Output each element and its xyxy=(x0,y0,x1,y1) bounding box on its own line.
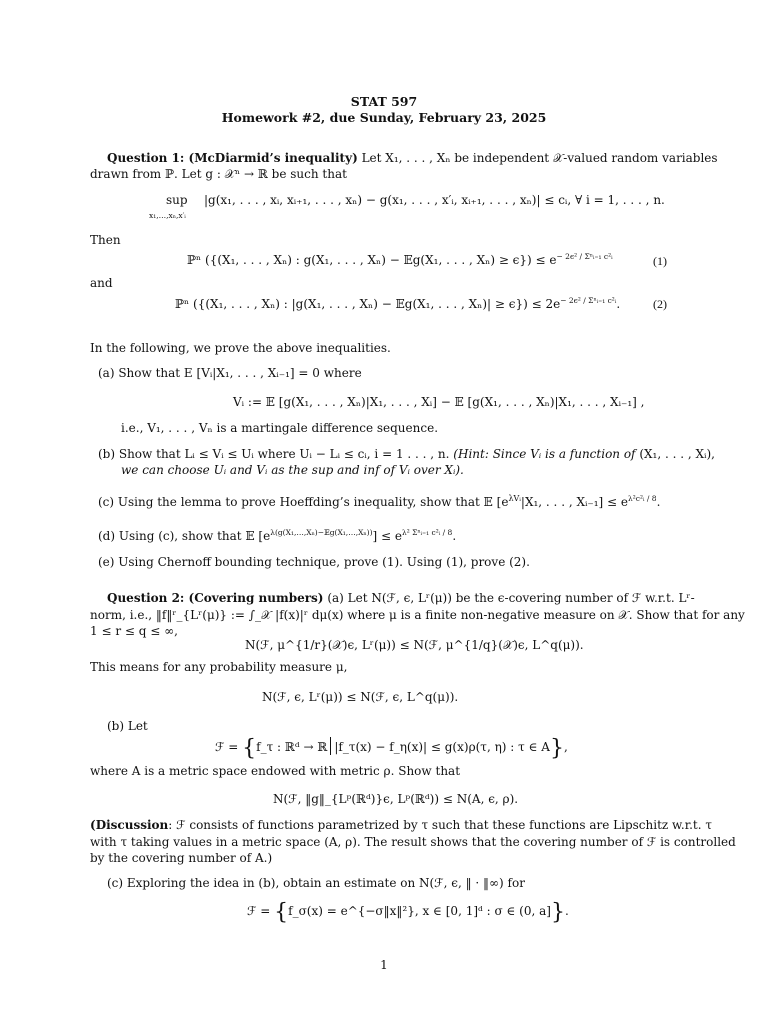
right-brace: } xyxy=(549,736,564,761)
q1-part-d-sup: λ(g(X₁,…,Xₙ)−𝔼g(X₁,…,Xₙ)) xyxy=(270,528,373,537)
q2-part-b-set-definition xyxy=(215,736,568,761)
q1-part-d xyxy=(98,529,456,543)
equation-2-period: . xyxy=(616,297,621,311)
discussion-label: Discussion xyxy=(95,818,169,832)
q2-intro-line-2: norm, i.e., ‖f‖ʳ_{Lʳ(μ)} := ∫_𝒳 |f(x)|ʳ dμ(x) where μ is a finite non-negative measure on 𝒳. Show that for any xyxy=(90,608,745,622)
q1-part-b-line-1 xyxy=(98,447,715,461)
q1-part-c-text: (c) Using the lemma to prove Hoeffding’s inequality, show that 𝔼 [e xyxy=(98,495,509,509)
q1-and: and xyxy=(90,276,113,290)
q2-part-b-map: f_τ : ℝᵈ → ℝ xyxy=(256,740,328,754)
left-brace-c: { xyxy=(274,900,289,925)
q2-part-b-lhs: ℱ = xyxy=(215,740,239,754)
q1-part-a: (a) Show that E [Vᵢ|X₁, . . . , Xᵢ₋₁] = 0 where xyxy=(98,366,362,380)
q2-label: Question 2: (Covering numbers) xyxy=(107,591,324,605)
q2-part-c-period: . xyxy=(564,904,569,918)
q1-then: Then xyxy=(90,233,121,247)
q1-part-c-exponent: λ²c²ᵢ / 8 xyxy=(628,494,657,503)
q1-part-e: (e) Using Chernoff bounding technique, prove (1). Using (1), prove (2). xyxy=(98,555,530,569)
equation-1 xyxy=(187,253,613,267)
q2-part-b-let: (b) Let xyxy=(107,719,148,733)
q1-part-b-hint-start: (Hint: Since Vᵢ is a function of xyxy=(453,447,636,461)
q2-intro-line-3: 1 ≤ r ≤ q ≤ ∞, xyxy=(90,624,178,638)
equation-2-body: ℙⁿ ({(X₁, . . . , Xₙ) : |g(X₁, . . . , Xₙ) − 𝔼g(X₁, . . . , Xₙ)| ≥ ϵ}) ≤ 2e xyxy=(175,297,561,311)
right-brace-c: } xyxy=(550,900,565,925)
q2-part-c-function: f_σ(x) = e^{−σ‖x‖²}, x ∈ [0, 1]ᵈ : σ ∈ (0, a] xyxy=(288,904,551,918)
q1-part-d-end: . xyxy=(452,529,457,543)
q1-part-c-sup: λVᵢ xyxy=(508,494,521,503)
course-title: STAT 597 xyxy=(350,94,418,109)
q2-discussion-line-1: (Discussion: ℱ consists of functions parametrized by τ such that these functions are Lipschitz w.r.t. τ xyxy=(90,818,713,832)
equation-2-tag: (2) xyxy=(653,297,667,311)
q2-discussion-line-3: by the covering number of A.) xyxy=(90,851,273,865)
q2-equation-b: N(ℱ, ϵ, Lʳ(μ)) ≤ N(ℱ, ϵ, L^q(μ)). xyxy=(262,690,459,704)
q1-sup-word: sup xyxy=(166,193,188,207)
q2-part-b-comma: , xyxy=(563,740,568,754)
q1-intro-text: Let X₁, . . . , Xₙ be independent 𝒳-valued random variables xyxy=(361,151,718,165)
q1-part-b-hint-tuple: (X₁, . . . , Xᵢ), xyxy=(639,447,715,461)
q1-part-b-text: (b) Show that Lᵢ ≤ Vᵢ ≤ Uᵢ where Uᵢ − Lᵢ ≤ cᵢ, i = 1 . . . , n. xyxy=(98,447,450,461)
equation-2-exponent: − 2ϵ² / Σⁿᵢ₌₁ c²ᵢ xyxy=(560,296,617,305)
q2-part-c: (c) Exploring the idea in (b), obtain an estimate on N(ℱ, ϵ, ‖ · ‖∞) for xyxy=(107,876,525,890)
q2-means: This means for any probability measure μ, xyxy=(90,660,348,674)
q2-part-c-lhs: ℱ = xyxy=(247,904,271,918)
q2-part-b-condition: |f_τ(x) − f_η(x)| ≤ g(x)ρ(τ, η) : τ ∈ A xyxy=(334,740,550,754)
equation-1-body: ℙⁿ ({(X₁, . . . , Xₙ) : g(X₁, . . . , Xₙ) − 𝔼g(X₁, . . . , Xₙ) ≥ ϵ}) ≤ e xyxy=(187,253,557,267)
q2-intro-text: (a) Let N(ℱ, ϵ, Lʳ(μ)) be the ϵ-covering number of ℱ w.r.t. Lʳ- xyxy=(327,591,695,605)
q1-part-a-equation: Vᵢ := 𝔼 [g(X₁, . . . , Xₙ)|X₁, . . . , Xᵢ] − 𝔼 [g(X₁, . . . , Xₙ)|X₁, . . . , Xᵢ₋₁] , xyxy=(233,395,645,409)
q1-intro-line-1 xyxy=(107,151,718,165)
q1-part-d-exponent: λ² Σⁿᵢ₌₁ c²ᵢ / 8 xyxy=(401,528,453,537)
q1-part-c-end: . xyxy=(656,495,661,509)
q1-part-d-text-2: ] ≤ e xyxy=(372,529,402,543)
q2-equation-c: N(ℱ, ‖g‖_{Lᵖ(ℝᵈ)}ϵ, Lᵖ(ℝᵈ)) ≤ N(A, ϵ, ρ). xyxy=(273,792,519,806)
q1-part-b-hint-line-2: we can choose Uᵢ and Vᵢ as the sup and inf of Vᵢ over Xᵢ). xyxy=(121,463,464,477)
homework-subtitle: Homework #2, due Sunday, February 23, 2025 xyxy=(221,110,547,125)
q1-part-c xyxy=(98,495,660,509)
equation-2 xyxy=(175,297,620,311)
q2-discussion-line-2: with τ taking values in a metric space (A, ρ). The result shows that the covering number of ℱ is controlled xyxy=(90,835,736,849)
q2-where: where A is a metric space endowed with metric ρ. Show that xyxy=(90,764,461,778)
left-brace: { xyxy=(242,736,257,761)
set-separator-bar xyxy=(330,737,331,755)
q1-intro-line-2: drawn from ℙ. Let g : 𝒳ⁿ → ℝ be such that xyxy=(90,167,347,181)
q1-part-d-text: (d) Using (c), show that 𝔼 [e xyxy=(98,529,271,543)
q1-bounded-difference-equation: |g(x₁, . . . , xᵢ, xᵢ₊₁, . . . , xₙ) − g(x₁, . . . , x′ᵢ, xᵢ₊₁, . . . , xₙ)| ≤ cᵢ, ∀ i = 1, . . . , n. xyxy=(204,193,665,207)
q2-intro-line-1 xyxy=(107,591,695,605)
discussion-text-1: : ℱ consists of functions parametrized by τ such that these functions are Lipschitz w.r.t. τ xyxy=(168,818,713,832)
q1-sup-subscript: x₁,…,xₙ,x′ᵢ xyxy=(149,211,186,220)
page-number: 1 xyxy=(380,958,388,972)
q1-following: In the following, we prove the above inequalities. xyxy=(90,341,391,355)
q1-part-c-text-2: |X₁, . . . , Xᵢ₋₁] ≤ e xyxy=(520,495,629,509)
q2-part-c-set-definition xyxy=(247,900,569,925)
q2-equation-a: N(ℱ, μ^{1/r}(𝒳)ϵ, Lʳ(μ)) ≤ N(ℱ, μ^{1/q}(𝒳)ϵ, L^q(μ)). xyxy=(245,638,584,652)
q1-label: Question 1: (McDiarmid’s inequality) xyxy=(107,151,358,165)
equation-1-exponent: − 2ϵ² / Σⁿᵢ₌₁ c²ᵢ xyxy=(556,252,613,261)
equation-1-tag: (1) xyxy=(653,254,667,268)
q1-part-a-note: i.e., V₁, . . . , Vₙ is a martingale difference sequence. xyxy=(121,421,439,435)
